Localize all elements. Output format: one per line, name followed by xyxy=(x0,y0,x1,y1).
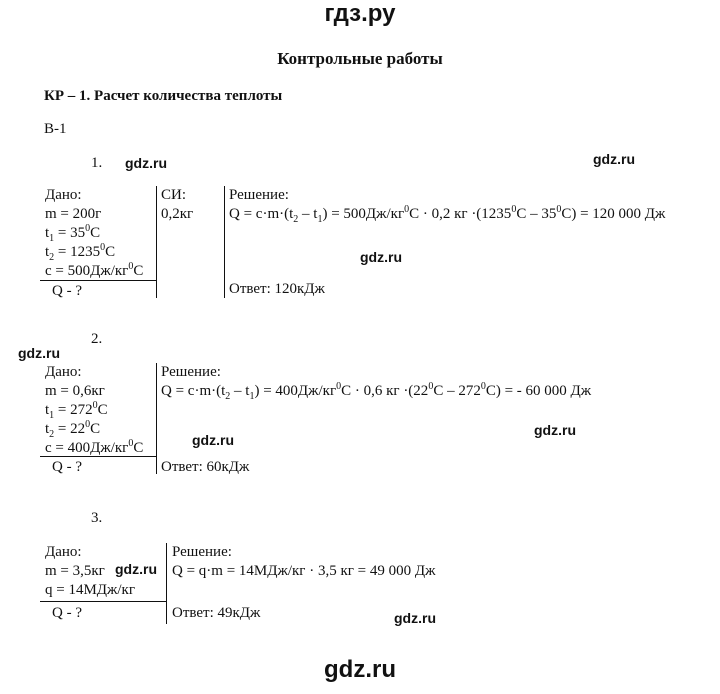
t1-degree: 0 xyxy=(85,223,91,234)
formula-degree: 0 xyxy=(556,204,562,215)
formula-sub: 2 xyxy=(225,391,231,402)
t2-subscript: 2 xyxy=(49,252,55,263)
t2-subscript: 2 xyxy=(49,429,55,440)
t2-symbol: t xyxy=(45,421,50,437)
t2-degree: 0 xyxy=(85,419,91,430)
t2-value: = 1235 xyxy=(54,244,101,260)
c-degree: 0 xyxy=(128,261,134,272)
given-c xyxy=(45,262,143,281)
solution-formula xyxy=(229,205,665,224)
si-divider xyxy=(224,186,225,298)
given-label: Дано: xyxy=(45,187,82,203)
given-t1 xyxy=(45,224,143,243)
formula-degree: 0 xyxy=(428,381,434,392)
formula-degree: 0 xyxy=(511,204,517,215)
formula-part: Q = c·m·(t xyxy=(229,206,294,222)
problem-1-answer: Ответ: 120кДж xyxy=(229,281,325,297)
watermark: gdz.ru xyxy=(534,422,576,438)
given-underline xyxy=(40,601,166,602)
c-degree: 0 xyxy=(128,438,134,449)
problem-1-number: 1. xyxy=(91,155,103,171)
problem-2-find: Q - ? xyxy=(52,459,82,475)
solution-label: Решение: xyxy=(229,187,289,203)
formula-part: Q = c·m·(t xyxy=(161,383,226,399)
solution-formula xyxy=(161,382,591,401)
solution-label: Решение: xyxy=(161,364,221,380)
watermark: gdz.ru xyxy=(115,561,157,577)
watermark: gdz.ru xyxy=(593,151,635,167)
formula-part: С – 35 xyxy=(516,206,557,222)
given-mass: m = 3,5кг xyxy=(45,563,105,579)
c-value: c = 400Дж/кг xyxy=(45,440,129,456)
watermark: gdz.ru xyxy=(192,432,234,448)
solution-label: Решение: xyxy=(172,544,232,560)
problem-3-answer: Ответ: 49кДж xyxy=(172,605,261,621)
t1-unit: C xyxy=(97,402,108,418)
given-q: q = 14МДж/кг xyxy=(45,582,135,598)
formula-part: С · 0,6 кг ·(22 xyxy=(341,383,429,399)
problem-1-si xyxy=(161,186,193,224)
problem-1-given xyxy=(45,186,143,281)
formula-part: С) = 120 000 Дж xyxy=(561,206,666,222)
watermark: gdz.ru xyxy=(125,155,167,171)
formula-sub: 1 xyxy=(317,214,323,225)
formula-degree: 0 xyxy=(480,381,486,392)
si-label: СИ: xyxy=(161,187,187,203)
given-underline xyxy=(40,456,156,457)
formula-part: – t xyxy=(298,206,318,222)
t1-unit: C xyxy=(90,225,101,241)
t2-value: = 22 xyxy=(54,421,86,437)
given-divider xyxy=(166,543,167,624)
given-divider xyxy=(156,186,157,298)
solution-formula: Q = q·m = 14МДж/кг · 3,5 кг = 49 000 Дж xyxy=(172,563,436,579)
problem-2-number: 2. xyxy=(91,331,103,347)
given-t2 xyxy=(45,243,143,262)
page-title: Контрольные работы xyxy=(277,49,443,68)
formula-part: ) = 500Дж/кг xyxy=(322,206,405,222)
given-mass: m = 200г xyxy=(45,206,102,222)
problem-3-solution xyxy=(172,543,435,581)
c-unit: C xyxy=(133,440,144,456)
section-heading: КР – 1. Расчет количества теплоты xyxy=(44,88,283,104)
given-label: Дано: xyxy=(45,364,82,380)
given-mass: m = 0,6кг xyxy=(45,383,105,399)
problem-3-number: 3. xyxy=(91,510,103,526)
problem-3-find: Q - ? xyxy=(52,605,82,621)
si-mass: 0,2кг xyxy=(161,206,194,222)
watermark: gdz.ru xyxy=(394,610,436,626)
given-underline xyxy=(40,280,156,281)
formula-part: С) = - 60 000 Дж xyxy=(485,383,592,399)
problem-2-answer: Ответ: 60кДж xyxy=(161,459,250,475)
given-t2 xyxy=(45,420,143,439)
problem-1-find: Q - ? xyxy=(52,283,82,299)
given-divider xyxy=(156,363,157,474)
watermark: gdz.ru xyxy=(360,249,402,265)
site-footer-logo: gdz.ru xyxy=(324,656,396,683)
problem-1-solution xyxy=(229,186,665,224)
site-header-logo: гдз.ру xyxy=(324,0,396,27)
t1-value: = 35 xyxy=(54,225,86,241)
formula-sub: 2 xyxy=(293,214,299,225)
t1-symbol: t xyxy=(45,402,50,418)
formula-degree: 0 xyxy=(336,381,342,392)
variant-label: В-1 xyxy=(44,121,67,137)
formula-part: – t xyxy=(230,383,250,399)
given-label: Дано: xyxy=(45,544,82,560)
t1-value: = 272 xyxy=(54,402,93,418)
formula-sub: 1 xyxy=(249,391,255,402)
c-unit: C xyxy=(133,263,144,279)
t1-subscript: 1 xyxy=(49,410,55,421)
formula-part: ) = 400Дж/кг xyxy=(254,383,337,399)
t2-unit: C xyxy=(90,421,101,437)
t1-symbol: t xyxy=(45,225,50,241)
t2-degree: 0 xyxy=(100,242,106,253)
problem-2-solution xyxy=(161,363,591,401)
formula-degree: 0 xyxy=(404,204,410,215)
t2-symbol: t xyxy=(45,244,50,260)
formula-part: С – 272 xyxy=(433,383,481,399)
problem-2-given xyxy=(45,363,143,458)
formula-part: С · 0,2 кг ·(1235 xyxy=(409,206,512,222)
given-t1 xyxy=(45,401,143,420)
watermark: gdz.ru xyxy=(18,345,60,361)
c-value: c = 500Дж/кг xyxy=(45,263,129,279)
t2-unit: C xyxy=(105,244,116,260)
t1-degree: 0 xyxy=(92,400,98,411)
t1-subscript: 1 xyxy=(49,233,55,244)
